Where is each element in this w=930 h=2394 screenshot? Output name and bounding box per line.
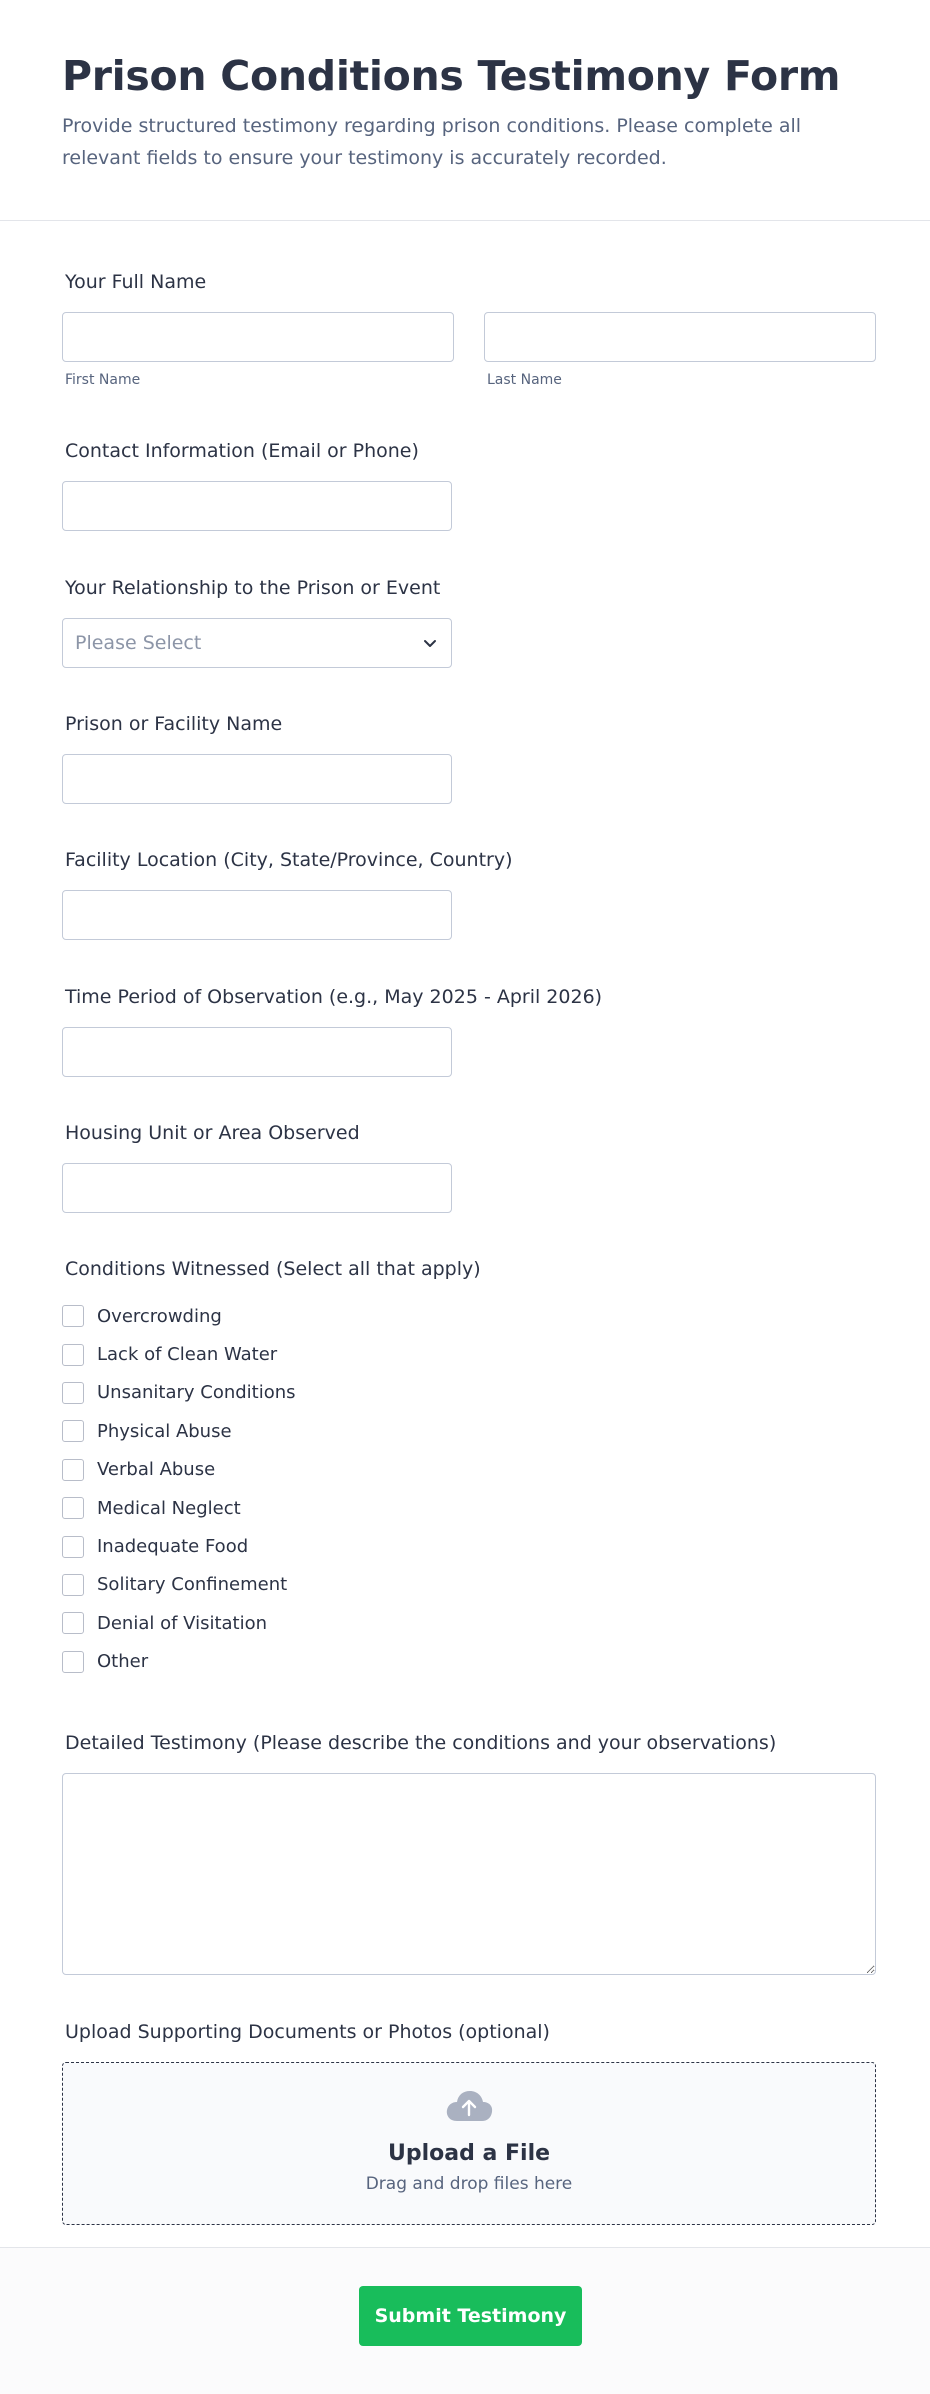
relationship-field bbox=[62, 576, 452, 668]
checkbox[interactable] bbox=[62, 1382, 84, 1404]
cloud-upload-icon bbox=[444, 2089, 494, 2123]
relationship-placeholder: Please Select bbox=[75, 632, 202, 654]
facility-name-input[interactable] bbox=[62, 754, 452, 804]
upload-subtitle: Drag and drop files here bbox=[365, 2174, 573, 2194]
first-name-input[interactable] bbox=[62, 312, 454, 362]
housing-unit-label: Housing Unit or Area Observed bbox=[65, 1122, 360, 1144]
form-header bbox=[0, 0, 930, 221]
testimony-label: Detailed Testimony (Please describe the conditions and your observations) bbox=[65, 1732, 777, 1754]
condition-option[interactable] bbox=[62, 1335, 481, 1373]
first-name-sublabel: First Name bbox=[65, 372, 141, 388]
checkbox[interactable] bbox=[62, 1612, 84, 1634]
condition-option[interactable] bbox=[62, 1527, 481, 1565]
last-name-input[interactable] bbox=[484, 312, 876, 362]
contact-field bbox=[62, 439, 452, 531]
conditions-label: Conditions Witnessed (Select all that apply) bbox=[65, 1258, 481, 1280]
last-name-sublabel: Last Name bbox=[487, 372, 562, 388]
checkbox[interactable] bbox=[62, 1459, 84, 1481]
condition-option-label: Verbal Abuse bbox=[97, 1459, 216, 1481]
checkbox[interactable] bbox=[62, 1536, 84, 1558]
condition-option[interactable] bbox=[62, 1451, 481, 1489]
form-body bbox=[0, 221, 930, 2247]
name-row bbox=[62, 312, 876, 388]
page-title: Prison Conditions Testimony Form bbox=[62, 52, 841, 100]
upload-field bbox=[62, 2020, 876, 2225]
checkbox[interactable] bbox=[62, 1497, 84, 1519]
chevron-down-icon bbox=[421, 634, 439, 652]
condition-option[interactable] bbox=[62, 1566, 481, 1604]
time-period-label: Time Period of Observation (e.g., May 2025 - April 2026) bbox=[65, 986, 603, 1008]
contact-input[interactable] bbox=[62, 481, 452, 531]
housing-unit-input[interactable] bbox=[62, 1163, 452, 1213]
form-footer bbox=[0, 2247, 930, 2394]
checkbox[interactable] bbox=[62, 1651, 84, 1673]
conditions-field bbox=[62, 1257, 481, 1681]
conditions-checkbox-list bbox=[62, 1297, 481, 1681]
condition-option[interactable] bbox=[62, 1489, 481, 1527]
last-name-col bbox=[484, 312, 876, 388]
facility-location-label: Facility Location (City, State/Province, Country) bbox=[65, 849, 513, 871]
condition-option-label: Physical Abuse bbox=[97, 1420, 232, 1442]
checkbox[interactable] bbox=[62, 1344, 84, 1366]
upload-label: Upload Supporting Documents or Photos (optional) bbox=[65, 2021, 550, 2043]
condition-option[interactable] bbox=[62, 1412, 481, 1450]
file-upload-dropzone[interactable] bbox=[62, 2062, 876, 2225]
time-period-input[interactable] bbox=[62, 1027, 452, 1077]
upload-title: Upload a File bbox=[387, 2141, 551, 2166]
condition-option[interactable] bbox=[62, 1374, 481, 1412]
condition-option[interactable] bbox=[62, 1297, 481, 1335]
condition-option-label: Inadequate Food bbox=[97, 1536, 249, 1558]
facility-name-field bbox=[62, 712, 452, 804]
condition-option-label: Denial of Visitation bbox=[97, 1612, 268, 1634]
condition-option[interactable] bbox=[62, 1604, 481, 1642]
testimony-field bbox=[62, 1731, 876, 1975]
checkbox[interactable] bbox=[62, 1305, 84, 1327]
condition-option-label: Other bbox=[97, 1651, 149, 1673]
condition-option-label: Solitary Confinement bbox=[97, 1574, 288, 1596]
housing-unit-field bbox=[62, 1121, 452, 1213]
condition-option-label: Overcrowding bbox=[97, 1305, 222, 1327]
submit-button[interactable]: Submit Testimony bbox=[359, 2286, 582, 2346]
page-subtitle: Provide structured testimony regarding prison conditions. Please complete all relevant fields to ensure your testimony is accurately recorded. bbox=[62, 115, 802, 169]
relationship-select[interactable] bbox=[62, 618, 452, 668]
first-name-col bbox=[62, 312, 454, 388]
condition-option[interactable] bbox=[62, 1643, 481, 1681]
full-name-field bbox=[62, 270, 876, 388]
condition-option-label: Medical Neglect bbox=[97, 1497, 241, 1519]
facility-location-input[interactable] bbox=[62, 890, 452, 940]
checkbox[interactable] bbox=[62, 1574, 84, 1596]
testimony-textarea[interactable] bbox=[62, 1773, 876, 1975]
facility-name-label: Prison or Facility Name bbox=[65, 713, 283, 735]
condition-option-label: Lack of Clean Water bbox=[97, 1344, 278, 1366]
full-name-label: Your Full Name bbox=[65, 271, 207, 293]
time-period-field bbox=[62, 985, 602, 1077]
contact-label: Contact Information (Email or Phone) bbox=[65, 440, 419, 462]
facility-location-field bbox=[62, 848, 512, 940]
checkbox[interactable] bbox=[62, 1420, 84, 1442]
relationship-label: Your Relationship to the Prison or Event bbox=[65, 577, 441, 599]
condition-option-label: Unsanitary Conditions bbox=[97, 1382, 296, 1404]
